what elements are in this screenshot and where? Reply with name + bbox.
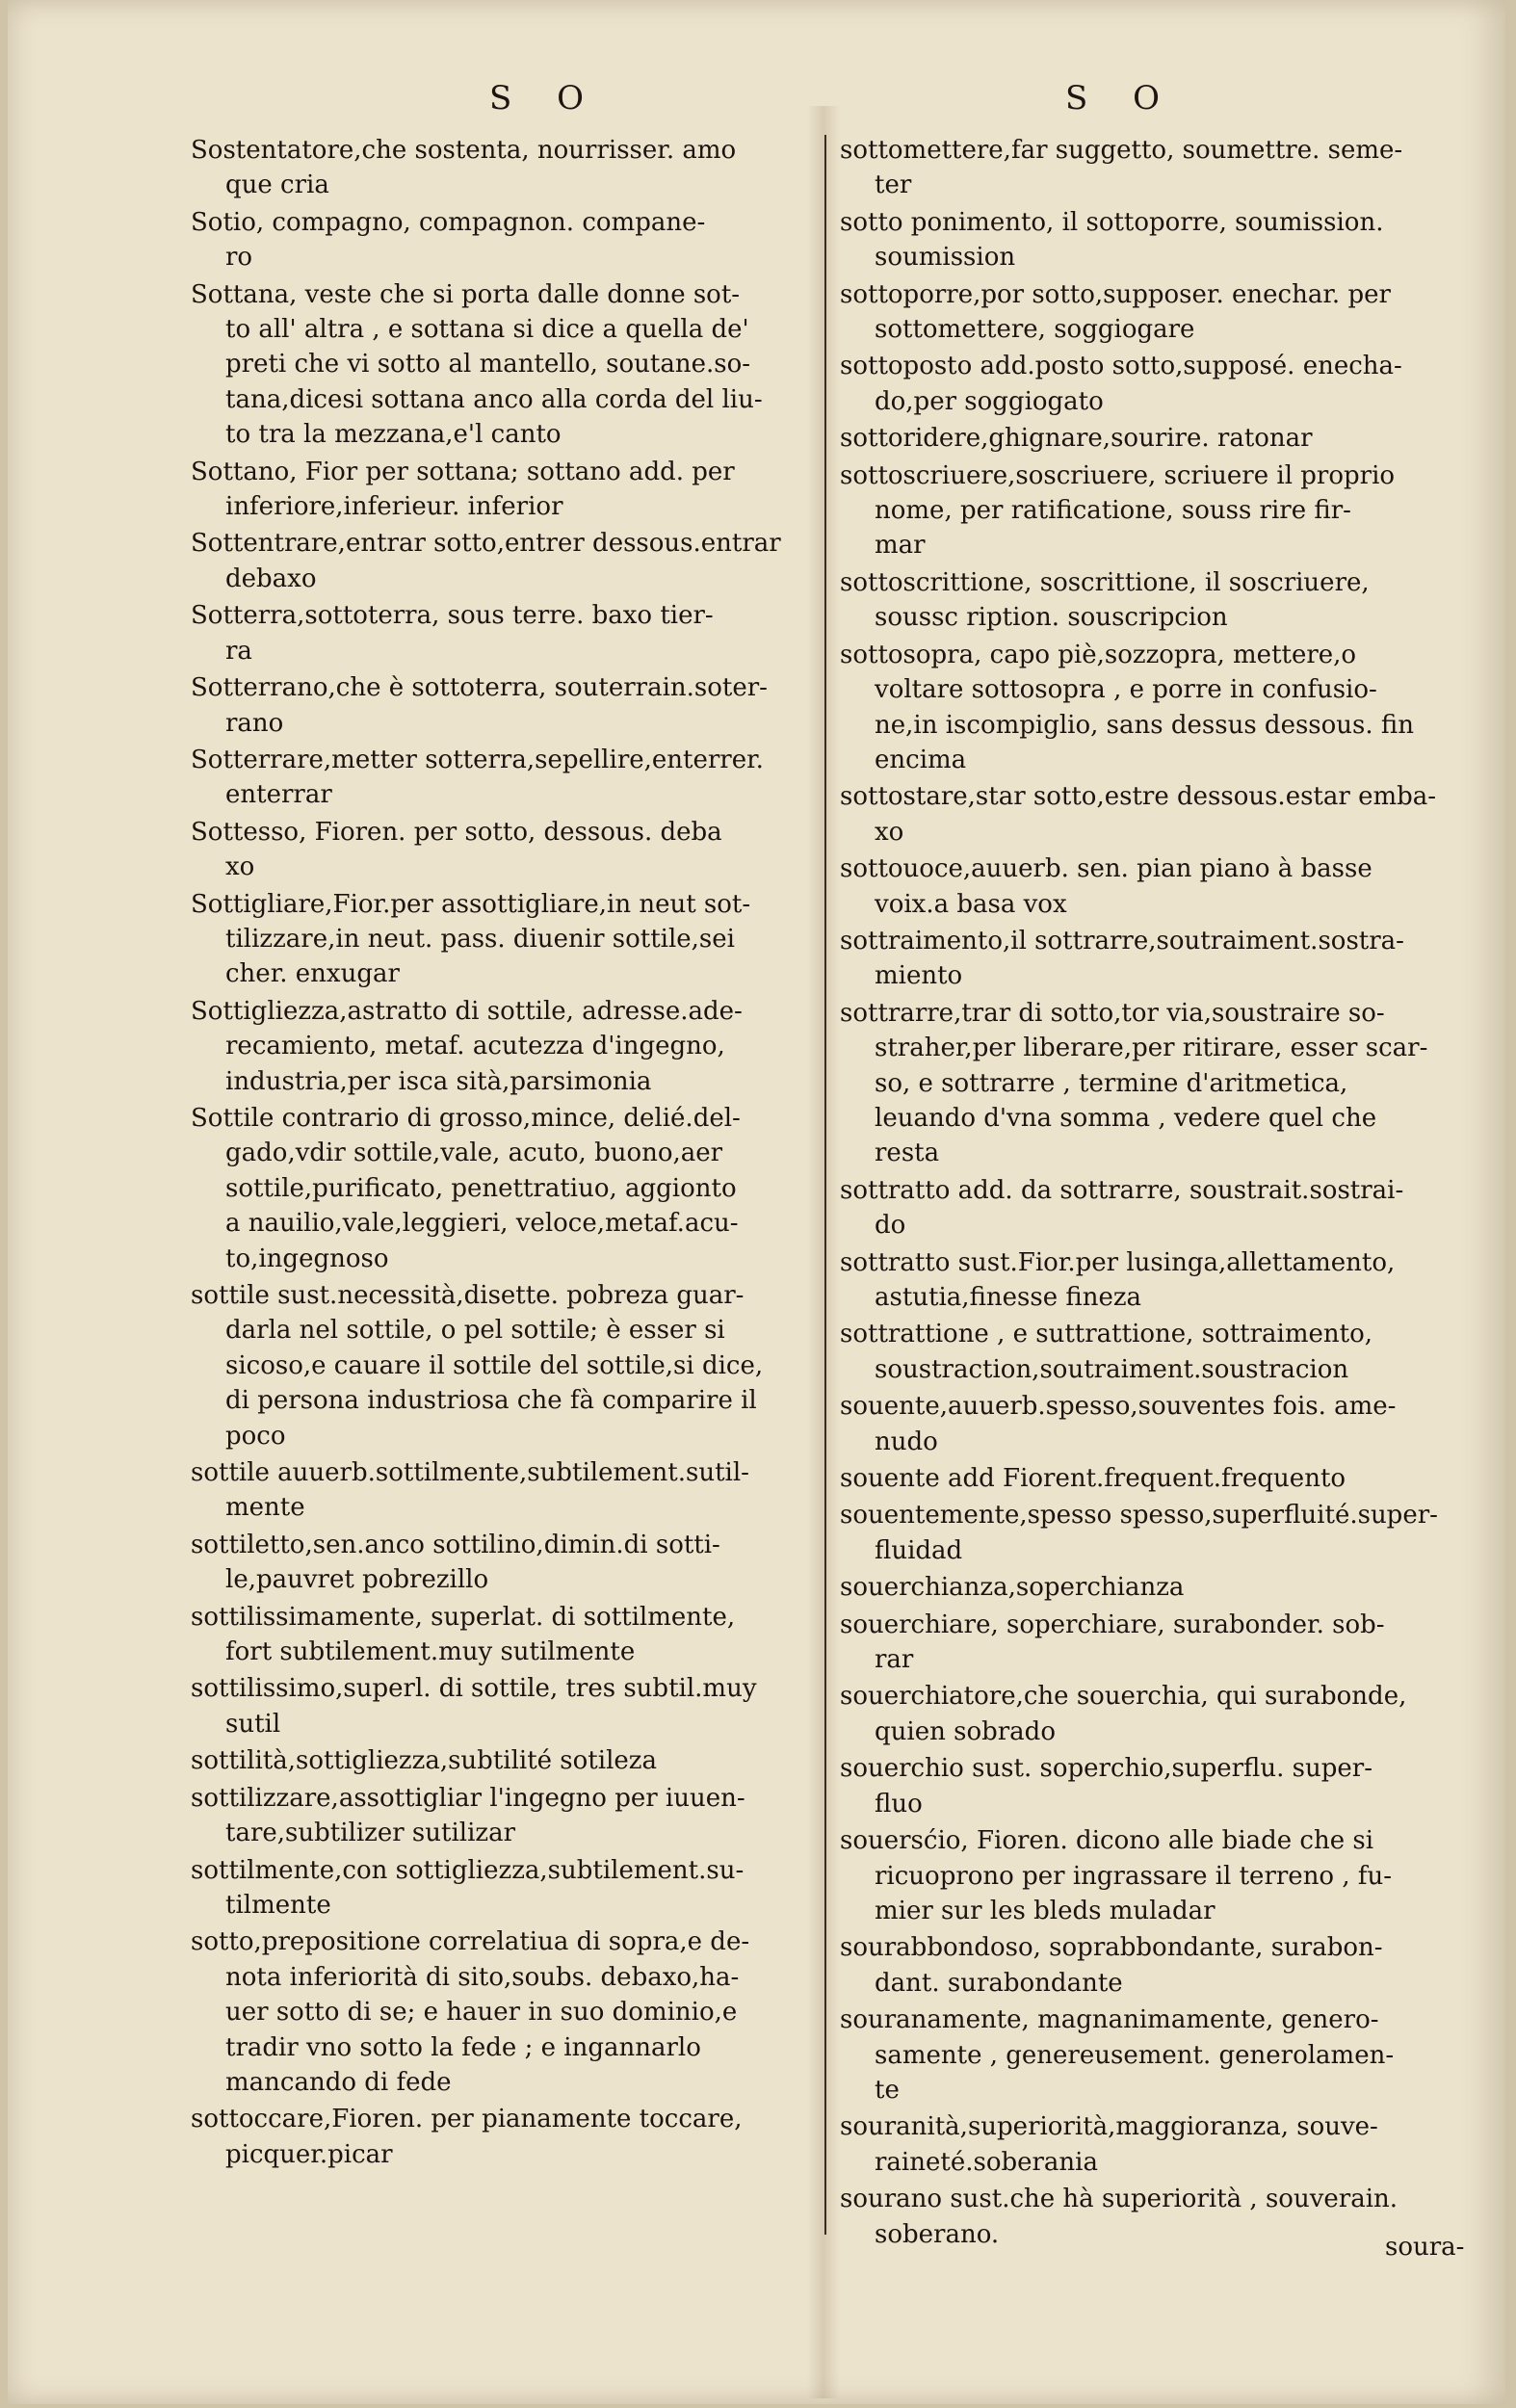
dictionary-entry [191, 743, 819, 813]
entry-line: souerchianza,soperchianza [840, 1573, 1185, 1603]
entry-line: Sotterrano,che è sottoterra, souterrain.soter- [191, 673, 768, 703]
dictionary-entry [191, 1781, 819, 1851]
entry-line: sottomettere,far suggetto, soumettre. seme- [840, 136, 1403, 165]
entry-line: poco [225, 1421, 286, 1451]
dictionary-entry [840, 133, 1485, 203]
entry-line: uer sotto di se; e hauer in suo dominio,e [225, 1998, 738, 2028]
left-column [191, 133, 819, 2174]
dictionary-entry [840, 1823, 1485, 1928]
entry-line: Sottana, veste che si porta dalle donne sot- [191, 279, 741, 309]
entry-line: sottilissimamente, superlat. di sottilmente, [191, 1602, 736, 1632]
dictionary-entry [191, 1853, 819, 1924]
entry-line: sottoscrittione, soscrittione, il soscriuere, [840, 567, 1370, 597]
entry-line: voltare sottosopra , e porre in confusio- [875, 675, 1377, 705]
entry-line: souerchiatore,che souerchia, qui surabonde, [840, 1682, 1407, 1712]
entry-line: to tra la mezzana,e'l canto [225, 420, 562, 450]
entry-line: souentemente,spesso spesso,superfluité.super- [840, 1501, 1438, 1531]
entry-line: tilizzare,in neut. pass. diuenir sottile,sei [225, 924, 735, 954]
entry-line: sottile sust.necessità,disette. pobreza guar- [191, 1281, 745, 1310]
entry-line: raineté.soberania [875, 2147, 1098, 2177]
entry-line: a nauilio,vale,leggieri, veloce,metaf.acu- [225, 1209, 739, 1239]
entry-line: resta [875, 1139, 940, 1168]
entry-line: soustraction,soutraiment.soustracion [875, 1354, 1349, 1384]
dictionary-entry [191, 2102, 819, 2172]
entry-line: sourano sust.che hà superiorità , souverain. [840, 2185, 1398, 2214]
entry-line: sottosopra, capo piè,sozzopra, mettere,o [840, 640, 1357, 669]
catchword: soura- [1385, 2233, 1465, 2262]
entry-line: sottomettere, soggiogare [875, 315, 1195, 345]
entry-line: di persona industriosa che fà comparire il [225, 1386, 757, 1416]
dictionary-entry [191, 598, 819, 668]
entry-line: sotto,prepositione correlatiua di sopra,e de- [191, 1927, 750, 1957]
entry-line: industria,per isca sità,parsimonia [225, 1066, 652, 1096]
dictionary-entry [191, 1671, 819, 1741]
dictionary-entry [840, 1245, 1485, 1316]
entry-line: Sotio, compagno, compagnon. compane- [191, 207, 706, 237]
entry-line: te [875, 2075, 900, 2105]
entry-line: sottiletto,sen.anco sottilino,dimin.di sotti- [191, 1530, 720, 1559]
dictionary-entry [840, 1317, 1485, 1387]
dictionary-entry [840, 1498, 1485, 1568]
dictionary-entry [191, 1455, 819, 1526]
entry-line: Sottentrare,entrar sotto,entrer dessous.entrar [191, 529, 781, 559]
entry-line: fluo [875, 1789, 923, 1819]
dictionary-entry [840, 1461, 1485, 1496]
entry-line: sicoso,e cauare il sottile del sottile,si dice, [225, 1350, 764, 1380]
dictionary-entry [191, 1528, 819, 1598]
entry-line: ra [225, 636, 252, 666]
dictionary-entry [191, 994, 819, 1099]
entry-line: sourabbondoso, soprabbondante, surabon- [840, 1933, 1383, 1963]
entry-line: Sostentatore,che sostenta, nourrisser. amo [191, 136, 737, 165]
dictionary-entry [840, 1608, 1485, 1678]
entry-line: Sottigliare,Fior.per assottigliare,in neut sot- [191, 889, 751, 919]
entry-line: le,pauvret pobrezillo [225, 1565, 489, 1595]
entry-line: ter [875, 170, 912, 200]
entry-line: ro [225, 243, 253, 273]
dictionary-entry [191, 1743, 819, 1778]
entry-line: sottilissimo,superl. di sottile, tres subtil.muy [191, 1674, 757, 1704]
entry-line: tana,dicesi sottana anco alla corda del liu- [225, 384, 763, 414]
dictionary-entry [840, 1930, 1485, 2001]
dictionary-entry [840, 1173, 1485, 1243]
entry-line: souranità,superiorità,maggioranza, souve- [840, 2112, 1378, 2142]
entry-line: ne,in iscompiglio, sans dessus dessous. fin [875, 710, 1415, 740]
entry-line: nota inferiorità di sito,soubs. debaxo,ha- [225, 1962, 740, 1992]
entry-line: dant. surabondante [875, 1968, 1123, 1998]
entry-line: souerchio sust. soperchio,superflu. super- [840, 1754, 1372, 1784]
entry-line: debaxo [225, 563, 317, 593]
entry-line: so, e sottrarre , termine d'aritmetica, [875, 1068, 1348, 1098]
entry-line: ricuoprono per ingrassare il terreno , fu- [875, 1861, 1393, 1891]
entry-line: soberano. [875, 2219, 1000, 2249]
entry-line: sottilità,sottigliezza,subtilité sotileza [191, 1746, 657, 1776]
entry-line: voix.a basa vox [875, 889, 1067, 919]
entry-line: sottilizzare,assottigliar l'ingegno per iuuen- [191, 1783, 745, 1813]
dictionary-entry [191, 1101, 819, 1276]
entry-line: to,ingegnoso [225, 1243, 389, 1273]
dictionary-entry [840, 2002, 1485, 2107]
dictionary-entry [191, 887, 819, 992]
entry-line: sottostare,star sotto,estre dessous.estar emba- [840, 782, 1437, 812]
entry-line: sottraimento,il sottrarre,soutraiment.sostra- [840, 926, 1404, 955]
entry-line: mar [875, 531, 926, 561]
dictionary-entry [840, 1389, 1485, 1459]
dictionary-entry [840, 1570, 1485, 1605]
entry-line: do [875, 1211, 906, 1241]
entry-line: sottratto sust.Fior.per lusinga,allettamento, [840, 1247, 1396, 1277]
column-rule [824, 135, 826, 2235]
running-head-left: S O [489, 79, 601, 118]
dictionary-entry [840, 779, 1485, 850]
dictionary-entry [840, 924, 1485, 994]
entry-line: que cria [225, 170, 329, 200]
dictionary-entry [840, 205, 1485, 275]
dictionary-entry [840, 1679, 1485, 1749]
entry-line: encima [875, 745, 967, 774]
entry-line: sottrarre,trar di sotto,tor via,soustraire so- [840, 998, 1385, 1028]
entry-line: nudo [875, 1426, 938, 1456]
entry-line: tradir vno sotto la fede ; e ingannarlo [225, 2032, 701, 2062]
entry-line: souente add Fiorent.frequent.frequento [840, 1464, 1346, 1494]
dictionary-entry [840, 851, 1485, 922]
entry-line: quien sobrado [875, 1716, 1056, 1746]
entry-line: sottoposto add.posto sotto,supposé. enecha- [840, 352, 1402, 381]
dictionary-entry [191, 277, 819, 453]
entry-line: enterrar [225, 780, 332, 810]
entry-line: astutia,finesse fineza [875, 1283, 1142, 1312]
entry-line: xo [225, 852, 255, 882]
dictionary-entry [840, 638, 1485, 778]
entry-line: sottoporre,por sotto,supposer. enechar. per [840, 279, 1391, 309]
dictionary-entry [191, 133, 819, 203]
entry-line: cher. enxugar [225, 959, 400, 989]
dictionary-entry [191, 1924, 819, 2100]
dictionary-entry [191, 205, 819, 275]
dictionary-entry [840, 996, 1485, 1171]
entry-line: rar [875, 1645, 914, 1675]
entry-line: souersćio, Fioren. dicono alle biade che si [840, 1826, 1374, 1856]
dictionary-entry [840, 349, 1485, 419]
entry-line: soumission [875, 243, 1016, 273]
entry-line: xo [875, 817, 904, 847]
entry-line: gado,vdir sottile,vale, acuto, buono,aer [225, 1139, 723, 1168]
entry-line: sutil [225, 1709, 281, 1739]
right-column [840, 133, 1485, 2254]
dictionary-entry [191, 1278, 819, 1453]
entry-line: do,per soggiogato [875, 386, 1104, 416]
entry-line: sottilmente,con sottigliezza,subtilement.su- [191, 1855, 745, 1885]
entry-line: samente , genereusement. generolamen- [875, 2040, 1395, 2070]
entry-line: recamiento, metaf. acutezza d'ingegno, [225, 1032, 725, 1061]
entry-line: fluidad [875, 1535, 963, 1565]
dictionary-entry [840, 458, 1485, 563]
running-head-right: S O [1065, 79, 1177, 118]
entry-line: miento [875, 961, 963, 991]
entry-line: sottratto add. da sottrarre, soustrait.sostrai- [840, 1175, 1404, 1205]
dictionary-entry [191, 455, 819, 525]
dictionary-entry [191, 1600, 819, 1670]
dictionary-entry [191, 815, 819, 885]
dictionary-entry [840, 1751, 1485, 1821]
entry-line: souerchiare, soperchiare, surabonder. sob- [840, 1610, 1385, 1639]
entry-line: mier sur les bleds muladar [875, 1896, 1215, 1925]
entry-line: tilmente [225, 1890, 331, 1920]
entry-line: inferiore,inferieur. inferior [225, 492, 563, 522]
entry-line: darla nel sottile, o pel sottile; è esser si [225, 1316, 725, 1346]
entry-line: Sottesso, Fioren. per sotto, dessous. deba [191, 817, 722, 847]
entry-line: Sottigliezza,astratto di sottile, adresse.ade- [191, 996, 743, 1026]
entry-line: sottile auuerb.sottilmente,subtilement.sutil- [191, 1458, 749, 1488]
entry-line: Sottano, Fior per sottana; sottano add. per [191, 457, 735, 486]
entry-line: nome, per ratificatione, souss rire fir- [875, 496, 1351, 526]
entry-line: mente [225, 1493, 305, 1523]
entry-line: sottoridere,ghignare,sourire. ratonar [840, 424, 1313, 454]
dictionary-entry [840, 277, 1485, 348]
entry-line: preti che vi sotto al mantello, soutane.so- [225, 350, 751, 380]
dictionary-entry [191, 526, 819, 596]
entry-line: sottoccare,Fioren. per pianamente toccare, [191, 2105, 743, 2134]
entry-line: rano [225, 708, 284, 738]
dictionary-entry [840, 421, 1485, 456]
entry-line: Sotterrare,metter sotterra,sepellire,enterrer. [191, 745, 764, 774]
dictionary-entry [840, 2109, 1485, 2180]
entry-line: to all' altra , e sottana si dice a quella de' [225, 315, 749, 345]
entry-line: souente,auuerb.spesso,souventes fois. ame- [840, 1392, 1397, 1422]
dictionary-entry [840, 565, 1485, 636]
entry-line: Sotterra,sottoterra, sous terre. baxo tier- [191, 601, 714, 631]
entry-line: soussc ription. souscripcion [875, 603, 1228, 633]
entry-line: sottrattione , e suttrattione, sottraimento, [840, 1320, 1372, 1349]
entry-line: sottoscriuere,soscriuere, scriuere il proprio [840, 460, 1396, 490]
entry-line: sottouoce,auuerb. sen. pian piano à basse [840, 854, 1372, 884]
dictionary-entry [191, 670, 819, 741]
entry-line: tare,subtilizer sutilizar [225, 1819, 516, 1848]
entry-line: Sottile contrario di grosso,mince, delié.del- [191, 1103, 741, 1133]
entry-line: sottile,purificato, penettratiuo, aggionto [225, 1173, 737, 1203]
entry-line: mancando di fede [225, 2067, 452, 2097]
entry-line: fort subtilement.muy sutilmente [225, 1637, 636, 1667]
entry-line: picquer.picar [225, 2139, 393, 2169]
entry-line: leuando d'vna somma , vedere quel che [875, 1103, 1377, 1133]
entry-line: straher,per liberare,per ritirare, esser scar- [875, 1034, 1428, 1063]
dictionary-page [8, 0, 1505, 2404]
entry-line: sotto ponimento, il sottoporre, soumission. [840, 207, 1384, 237]
entry-line: souranamente, magnanimamente, genero- [840, 2005, 1379, 2035]
